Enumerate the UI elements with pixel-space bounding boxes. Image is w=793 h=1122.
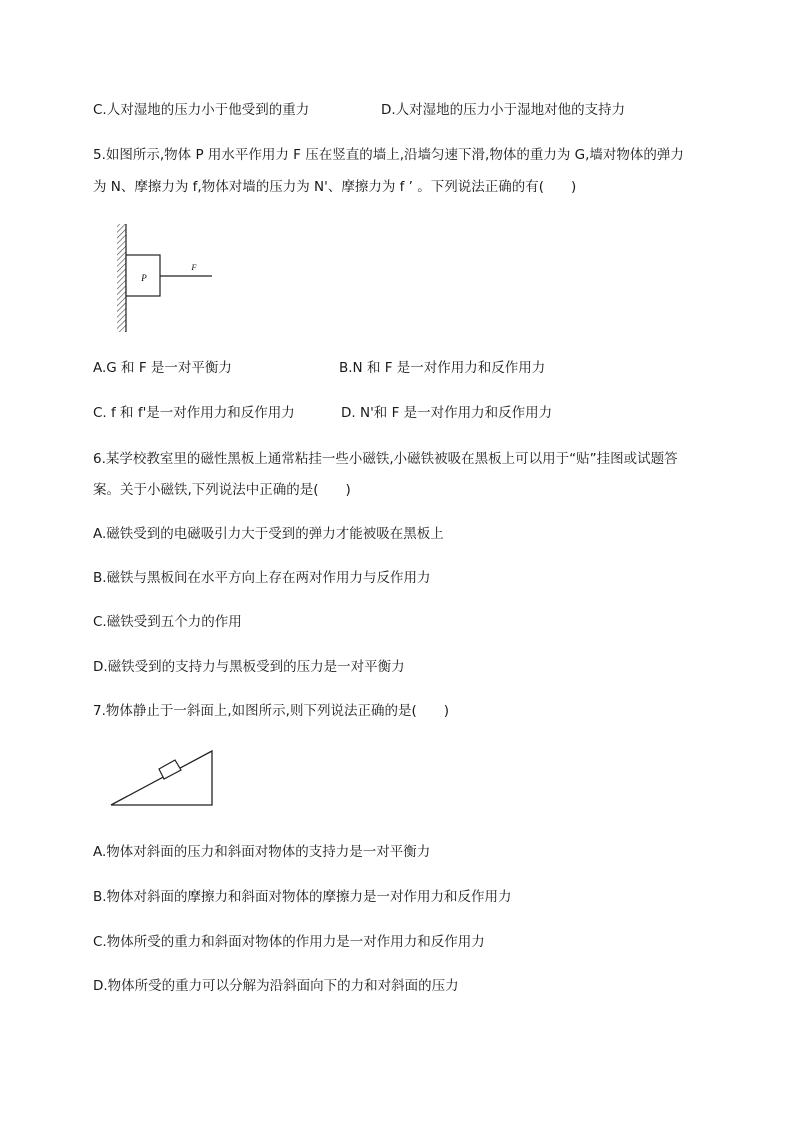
q7-option-c: C.物体所受的重力和斜面对物体的作用力是一对作用力和反作用力 — [93, 934, 485, 950]
q6-option-d: D.磁铁受到的支持力与黑板受到的压力是一对平衡力 — [93, 659, 405, 675]
q5-wall-block-figure — [110, 222, 220, 334]
q5-block-label: P — [141, 273, 147, 283]
q6-option-c: C.磁铁受到五个力的作用 — [93, 614, 242, 630]
q7-stem: 7.物体静止于一斜面上,如图所示,则下列说法正确的是( ) — [93, 703, 449, 719]
q5-stem-line1: 5.如图所示,物体 P 用水平作用力 F 压在竖直的墙上,沿墙匀速下滑,物体的重力为 G,墙对物体的弹力 — [93, 147, 684, 163]
q6-stem-line2: 案。关于小磁铁,下列说法中正确的是( ) — [93, 482, 351, 498]
q4-option-c: C.人对湿地的压力小于他受到的重力 — [93, 102, 310, 118]
q5-force-label: F — [191, 263, 197, 272]
q6-stem-line1: 6.某学校教室里的磁性黑板上通常粘挂一些小磁铁,小磁铁被吸在黑板上可以用于“贴”挂图或试题答 — [93, 451, 678, 467]
q7-option-d: D.物体所受的重力可以分解为沿斜面向下的力和对斜面的压力 — [93, 978, 459, 994]
q5-stem-line2: 为 N、摩擦力为 f,物体对墙的压力为 N'、摩擦力为 f ’ 。下列说法正确的有( ) — [93, 179, 577, 195]
q6-option-b: B.磁铁与黑板间在水平方向上存在两对作用力与反作用力 — [93, 570, 431, 586]
q5-wall-hatching — [117, 224, 126, 332]
q7-option-a: A.物体对斜面的压力和斜面对物体的支持力是一对平衡力 — [93, 844, 431, 860]
q5-option-a: A.G 和 F 是一对平衡力 — [93, 360, 232, 376]
q6-option-a: A.磁铁受到的电磁吸引力大于受到的弹力才能被吸在黑板上 — [93, 526, 444, 542]
q7-incline-figure — [105, 746, 220, 808]
q5-option-b: B.N 和 F 是一对作用力和反作用力 — [339, 360, 546, 376]
q7-option-b: B.物体对斜面的摩擦力和斜面对物体的摩擦力是一对作用力和反作用力 — [93, 889, 512, 905]
q7-incline — [111, 751, 212, 805]
q5-option-d: D. N'和 F 是一对作用力和反作用力 — [341, 405, 553, 421]
q5-option-c: C. f 和 f'是一对作用力和反作用力 — [93, 405, 295, 421]
q4-option-d: D.人对湿地的压力小于湿地对他的支持力 — [381, 102, 626, 118]
